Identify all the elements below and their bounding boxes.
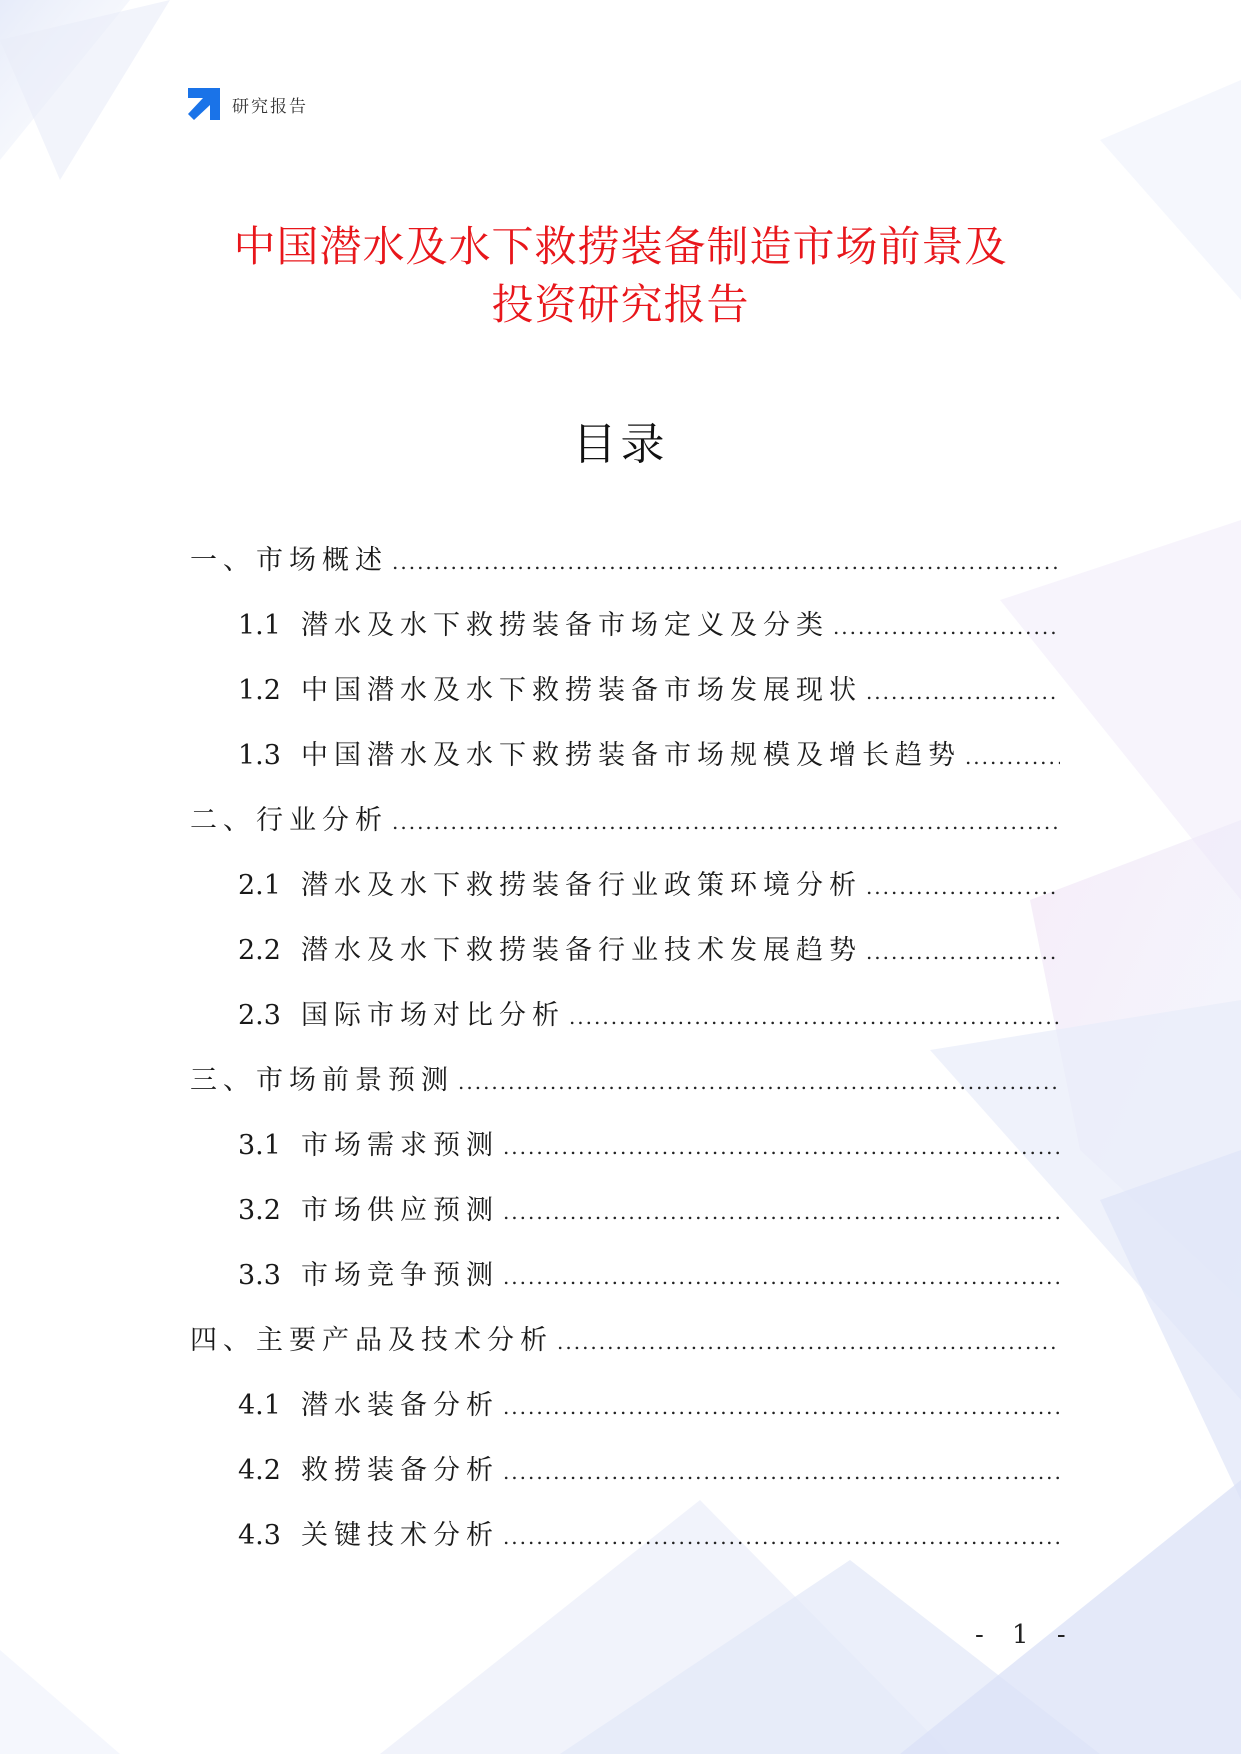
toc-entry-title: 三、市场前景预测 (190, 1065, 454, 1096)
toc-dot-leader (503, 1460, 1060, 1484)
toc-entry-number: 2.2 (238, 935, 281, 966)
toc-entry-title: 中国潜水及水下救捞装备市场规模及增长趋势 (300, 740, 961, 771)
toc-subsection-entry[interactable] (190, 668, 1060, 733)
toc-subsection-entry[interactable] (190, 1253, 1060, 1318)
toc-entry-number: 3.3 (238, 1260, 281, 1291)
toc-subsection-entry[interactable] (190, 603, 1060, 668)
toc-entry-number: 2.3 (238, 1000, 281, 1031)
page-number: - 1 - (975, 1620, 1076, 1650)
toc-subsection-entry[interactable] (190, 1188, 1060, 1253)
toc-entry-title: 潜水装备分析 (300, 1390, 499, 1421)
toc-entry-title: 市场供应预测 (300, 1195, 499, 1226)
report-header (188, 88, 308, 120)
toc-dot-leader (569, 1005, 1060, 1029)
header-label: 研究报告 (232, 96, 308, 117)
toc-section-entry[interactable] (190, 538, 1060, 603)
toc-dot-leader (503, 1395, 1060, 1419)
toc-entry-title: 中国潜水及水下救捞装备市场发展现状 (300, 675, 862, 706)
toc-section-entry[interactable] (190, 1318, 1060, 1383)
toc-dot-leader (965, 745, 1060, 769)
toc-subsection-entry[interactable] (190, 1448, 1060, 1513)
toc-dot-leader (392, 550, 1060, 574)
toc-entry-title: 潜水及水下救捞装备市场定义及分类 (300, 610, 829, 641)
toc-entry-title: 救捞装备分析 (300, 1455, 499, 1486)
toc-dot-leader (866, 680, 1060, 704)
toc-entry-title: 四、主要产品及技术分析 (190, 1325, 553, 1356)
toc-entry-number: 4.3 (238, 1520, 281, 1551)
toc-dot-leader (866, 875, 1060, 899)
report-title-line-1: 中国潜水及水下救捞装备制造市场前景及 (233, 222, 1008, 271)
toc-entry-number: 2.1 (238, 870, 281, 901)
toc-section-entry[interactable] (190, 1058, 1060, 1123)
toc-heading: 目录 (572, 419, 669, 470)
toc-entry-number: 3.1 (238, 1130, 281, 1161)
toc-dot-leader (503, 1200, 1060, 1224)
toc-dot-leader (833, 615, 1060, 639)
report-title (150, 218, 1091, 334)
toc-entry-title: 一、市场概述 (190, 545, 388, 576)
toc-entry-number: 1.3 (238, 740, 281, 771)
toc-entry-title: 二、行业分析 (190, 805, 388, 836)
toc-subsection-entry[interactable] (190, 928, 1060, 993)
toc-entry-number: 3.2 (238, 1195, 281, 1226)
toc-entry-title: 潜水及水下救捞装备行业技术发展趋势 (300, 935, 862, 966)
toc-dot-leader (503, 1525, 1060, 1549)
toc-dot-leader (866, 940, 1060, 964)
toc-dot-leader (392, 810, 1060, 834)
toc-subsection-entry[interactable] (190, 1123, 1060, 1188)
toc-entry-number: 1.2 (238, 675, 281, 706)
toc-subsection-entry[interactable] (190, 993, 1060, 1058)
toc-subsection-entry[interactable] (190, 863, 1060, 928)
toc-entry-number: 4.1 (238, 1390, 281, 1421)
toc-entry-number: 1.1 (238, 610, 281, 641)
toc-dot-leader (503, 1265, 1060, 1289)
report-title-line-2: 投资研究报告 (491, 280, 750, 329)
toc-dot-leader (557, 1330, 1060, 1354)
toc-entry-title: 国际市场对比分析 (300, 1000, 565, 1031)
toc-dot-leader (458, 1070, 1060, 1094)
toc-dot-leader (503, 1135, 1060, 1159)
toc-section-entry[interactable] (190, 798, 1060, 863)
toc-entry-title: 关键技术分析 (300, 1520, 499, 1551)
toc-subsection-entry[interactable] (190, 1513, 1060, 1578)
toc-subsection-entry[interactable] (190, 1383, 1060, 1448)
table-of-contents (190, 538, 1060, 1578)
toc-subsection-entry[interactable] (190, 733, 1060, 798)
toc-entry-title: 市场竞争预测 (300, 1260, 499, 1291)
arrow-logo-icon (188, 88, 220, 120)
toc-entry-title: 潜水及水下救捞装备行业政策环境分析 (300, 870, 862, 901)
toc-entry-number: 4.2 (238, 1455, 281, 1486)
toc-entry-title: 市场需求预测 (300, 1130, 499, 1161)
